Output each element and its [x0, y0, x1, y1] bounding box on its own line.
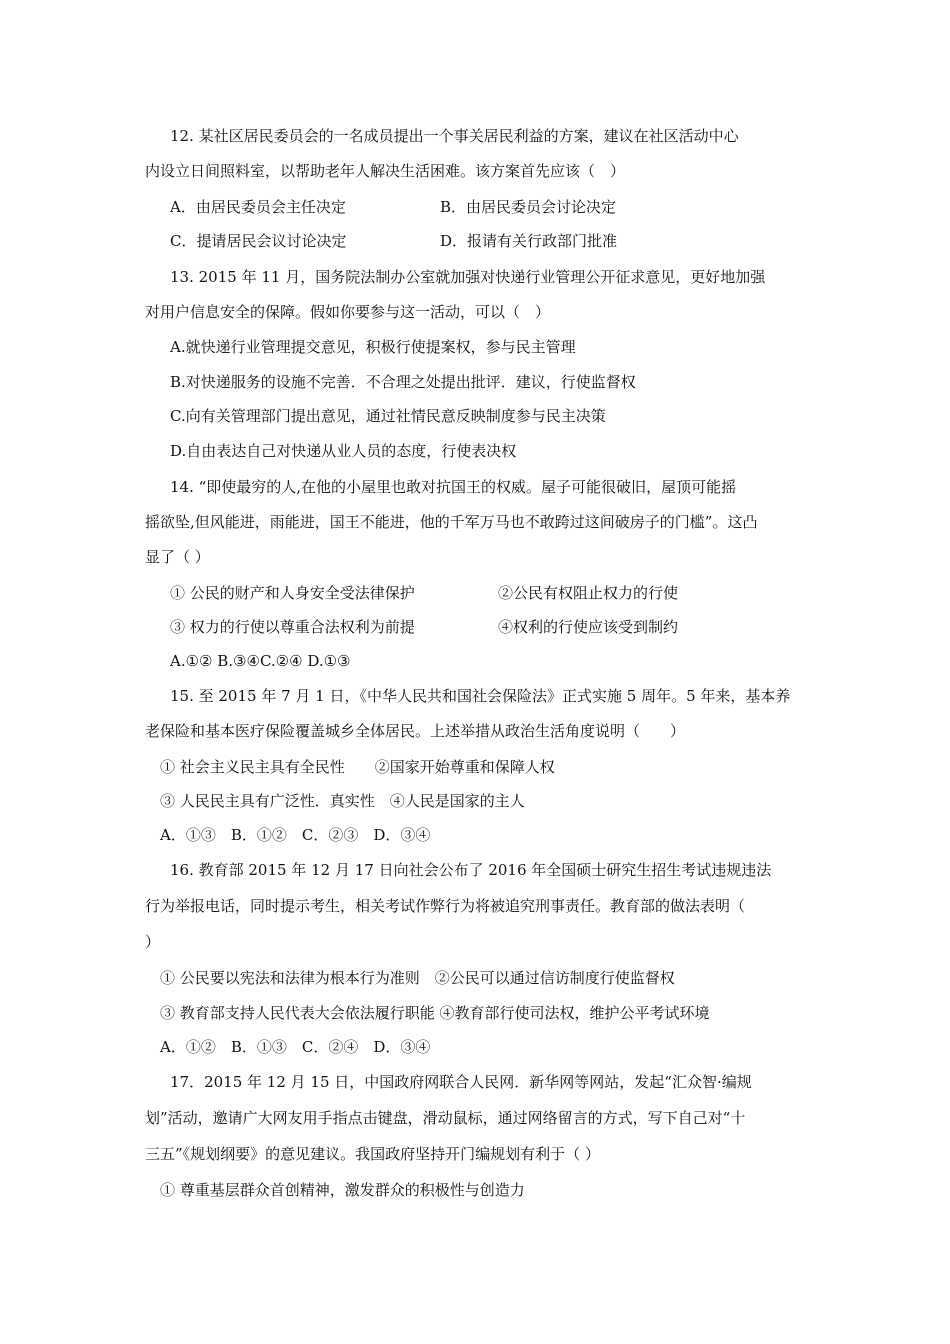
- q17-stem-line-3: 三五”《规划纲要》的意见建议。我国政府坚持开门编规划有利于（ ）: [145, 1145, 600, 1163]
- q12-option-b: B．由居民委员会讨论决定: [440, 198, 617, 216]
- q17-statement-1: ① 尊重基层群众首创精神，激发群众的积极性与创造力: [160, 1181, 525, 1199]
- q14-statement-2: ②公民有权阻止权力的行使: [498, 584, 679, 602]
- q17-stem-line-1: 17．2015 年 12 月 15 日，中国政府网联合人民网．新华网等网站，发起“汇众智·编规: [170, 1073, 752, 1091]
- q15-statements-line-2: ③ 人民民主具有广泛性．真实性 ④人民是国家的主人: [160, 792, 525, 810]
- q15-answers: A．①③ B．①② C．②③ D．③④: [160, 826, 431, 844]
- q13-option-d: D.自由表达自己对快递从业人员的态度，行使表决权: [170, 442, 517, 460]
- q14-stem-line-2: 摇欲坠,但风能进，雨能进，国王不能进，他的千军万马也不敢跨过这间破房子的门槛”。这凸: [145, 513, 758, 531]
- q15-stem-line-2: 老保险和基本医疗保险覆盖城乡全体居民。上述举措从政治生活角度说明（ ）: [145, 722, 686, 740]
- q16-stem-line-1: 16. 教育部 2015 年 12 月 17 日向社会公布了 2016 年全国硕士研究生招生考试违规违法: [170, 861, 772, 879]
- q14-statement-4: ④权利的行使应该受到制约: [498, 618, 679, 636]
- q17-stem-line-2: 划”活动，邀请广大网友用手指点击键盘，滑动鼠标，通过网络留言的方式，写下自己对“十: [145, 1109, 746, 1127]
- q13-option-b: B.对快递服务的设施不完善．不合理之处提出批评．建议，行使监督权: [170, 373, 636, 391]
- q12-stem-line-2: 内设立日间照料室，以帮助老年人解决生活困难。该方案首先应该（ ）: [145, 162, 626, 180]
- q14-statement-3: ③ 权力的行使以尊重合法权利为前提: [170, 618, 415, 636]
- q15-stem-line-1: 15. 至 2015 年 7 月 1 日，《中华人民共和国社会保险法》正式实施 5 周年。5 年来，基本养: [170, 687, 791, 705]
- q12-option-a: A．由居民委员会主任决定: [170, 198, 346, 216]
- q13-option-a: A.就快递行业管理提交意见，积极行使提案权，参与民主管理: [170, 338, 576, 356]
- q16-statements-line-1: ① 公民要以宪法和法律为根本行为准则 ②公民可以通过信访制度行使监督权: [160, 969, 675, 987]
- q12-option-d: D．报请有关行政部门批准: [440, 232, 618, 250]
- q16-stem-line-2: 行为举报电话，同时提示考生，相关考试作弊行为将被追究刑事责任。教育部的做法表明（: [145, 897, 746, 915]
- q16-stem-line-3: ）: [145, 933, 161, 951]
- q13-stem-line-2: 对用户信息安全的保障。假如你要参与这一活动，可以（ ）: [145, 303, 551, 321]
- q13-stem-line-1: 13. 2015 年 11 月，国务院法制办公室就加强对快递行业管理公开征求意见，更好地加强: [170, 268, 766, 286]
- q12-option-c: C．提请居民会议讨论决定: [170, 232, 347, 250]
- q14-answers: A.①② B.③④C.②④ D.①③: [170, 652, 351, 670]
- q14-stem-line-1: 14. “即使最穷的人,在他的小屋里也敢对抗国王的权威。屋子可能很破旧，屋顶可能摇: [170, 478, 737, 496]
- q13-option-c: C.向有关管理部门提出意见，通过社情民意反映制度参与民主决策: [170, 407, 606, 425]
- q15-statements-line-1: ① 社会主义民主具有全民性 ②国家开始尊重和保障人权: [160, 758, 555, 776]
- q14-statement-1: ① 公民的财产和人身安全受法律保护: [170, 584, 415, 602]
- q16-statements-line-2: ③ 教育部支持人民代表大会依法履行职能 ④教育部行使司法权，维护公平考试环境: [160, 1004, 710, 1022]
- q12-stem-line-1: 12. 某社区居民委员会的一名成员提出一个事关居民利益的方案，建议在社区活动中心: [170, 127, 739, 145]
- q16-answers: A．①② B．①③ C．②④ D．③④: [160, 1038, 431, 1056]
- q14-stem-line-3: 显了（ ）: [145, 548, 210, 566]
